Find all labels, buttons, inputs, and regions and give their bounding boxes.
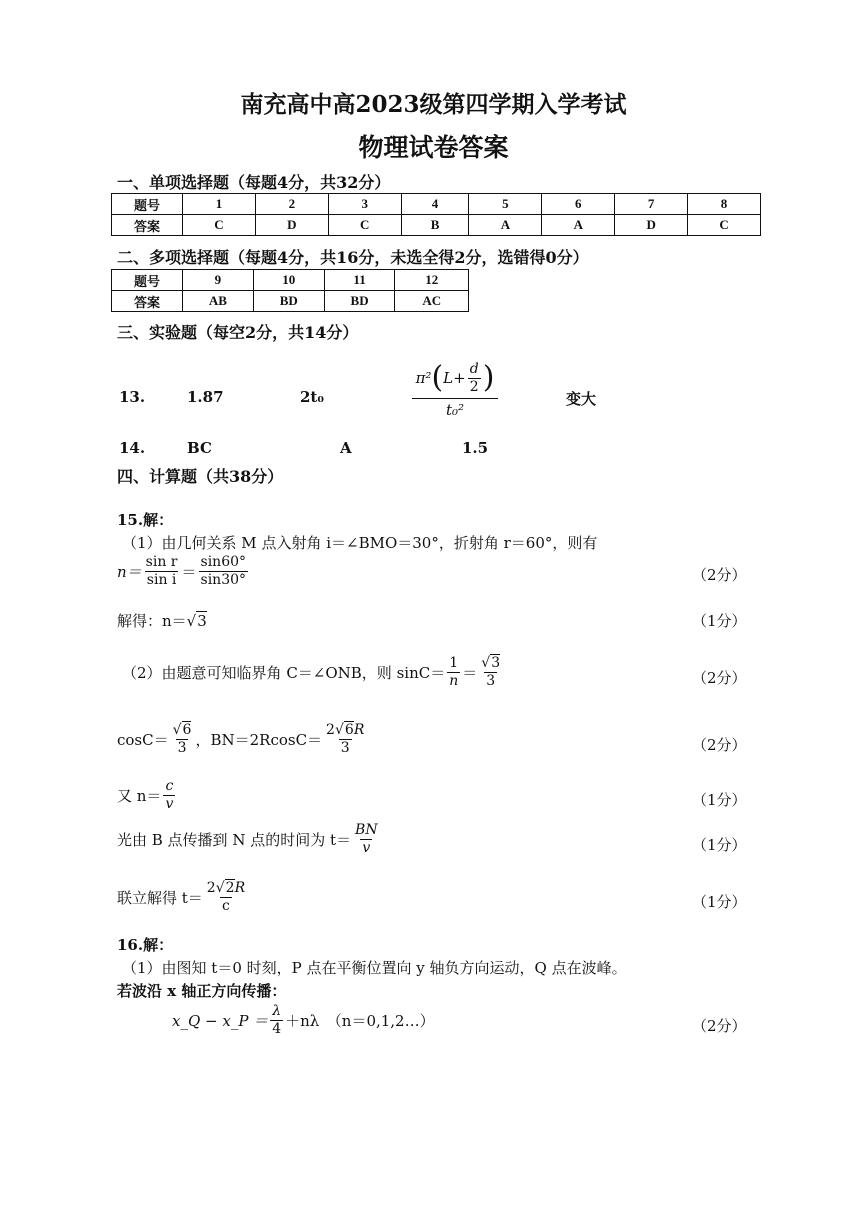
radicand: 3 [491,655,501,671]
sqrt-glyph: √ [334,722,344,738]
numerator: BN [355,822,378,838]
table-cell: 5 [469,194,542,215]
table-cell: 2 [255,194,328,215]
formula-text: π² [415,369,432,387]
formula-text: R [353,722,365,738]
formula-text: （2）由题意可知临界角 C＝∠ONB，则 sinC＝ [122,664,446,682]
formula-text: ＋nλ （n＝0,1,2…） [285,1012,435,1030]
section-3-heading: 三、实验题（每空2分，共14分） [117,323,359,342]
numerator: d [469,360,479,377]
table-cell: A [542,215,615,236]
formula-text: 解得：n＝ [117,612,187,630]
paren-glyph: ) [482,360,495,395]
fraction [144,554,180,589]
numerator [324,722,366,739]
table-cell: C [328,215,401,236]
numerator: sin60° [200,554,247,570]
radicand: 6 [344,722,354,738]
q15-line-2 [117,554,250,589]
table-cell: 8 [688,194,761,215]
denominator: v [165,796,174,812]
formula-text: n＝ [117,563,142,581]
numerator: sin r [145,554,178,570]
table-cell: 1 [183,194,256,215]
formula-text: 2 [326,722,335,738]
denominator: 3 [340,740,350,756]
q15-heading: 15.解： [117,511,174,529]
multi-choice-table [111,269,469,312]
fraction [171,722,194,757]
numerator [171,722,194,739]
q15-line-6 [117,778,177,813]
q16-heading: 16.解： [117,936,174,954]
q15-line-7 [117,822,382,857]
formula-text: cosC＝ [117,731,169,749]
table-row [112,270,469,291]
table-cell: 答案 [112,215,183,236]
score: （2分） [692,566,747,584]
score: （2分） [692,669,747,687]
score: （2分） [692,736,747,754]
section-4-heading: 四、计算题（共38分） [117,467,284,486]
formula-text: 2 [206,880,216,896]
numerator [479,655,502,672]
score: （1分） [692,836,747,854]
table-cell: 10 [253,270,324,291]
q16-line-2: 若波沿 x 轴正方向传播： [117,982,287,1000]
denominator: t₀² [445,401,465,419]
q13-answer-3-formula [412,358,498,419]
fraction [479,655,502,690]
numerator: 1 [449,655,459,671]
q16-line-3 [172,1003,435,1038]
numerator: λ [272,1003,282,1019]
formula-text: R [234,880,246,896]
denominator: 2 [469,378,479,395]
denominator: 4 [272,1021,282,1037]
table-cell: AC [395,291,469,312]
q14-answer-3: 1.5 [462,439,489,457]
table-cell: 4 [401,194,469,215]
formula-text: 光由 B 点传播到 N 点的时间为 t＝ [117,831,352,849]
q15-line-4 [122,655,504,690]
score: （2分） [692,1017,747,1035]
sqrt-glyph: √ [186,612,197,630]
fraction [163,778,175,813]
fraction [324,722,366,757]
numerator [205,880,247,897]
denominator: 3 [486,673,496,689]
table-cell: A [469,215,542,236]
score: （1分） [692,612,747,630]
numerator: c [165,778,174,794]
q13-answer-4: 变大 [566,390,597,408]
fraction [270,1003,283,1038]
table-cell: 12 [395,270,469,291]
denominator: c [222,898,230,914]
q15-line-8 [117,880,249,915]
q14-number: 14. [119,439,146,457]
fraction [447,655,460,690]
formula-text: 联立解得 t＝ [117,889,203,907]
score: （1分） [692,893,747,911]
formula-text: ＝ [181,563,197,581]
table-cell: C [183,215,256,236]
q15-line-5 [117,722,368,757]
fraction [205,880,247,915]
sqrt-glyph: √ [481,655,491,671]
table-row [112,194,761,215]
table-cell: 11 [324,270,395,291]
denominator: sin i [146,572,177,588]
table-cell: D [255,215,328,236]
sqrt-glyph: √ [172,722,182,738]
formula-text: L [443,369,454,387]
table-row [112,291,469,312]
table-cell: 题号 [112,194,183,215]
q13-answer-1: 1.87 [187,388,224,406]
formula-text: ＝ [462,664,478,682]
table-cell: 3 [328,194,401,215]
q16-line-1: （1）由图知 t＝0 时刻，P 点在平衡位置向 y 轴负方向运动，Q 点在波峰。 [122,959,627,977]
denominator: sin30° [200,572,247,588]
single-choice-table [111,193,761,236]
fraction [353,822,380,857]
table-cell: D [615,215,688,236]
q15-line-3 [117,610,207,631]
denominator: n [449,673,459,689]
table-cell: BD [324,291,395,312]
formula-text: + [453,369,466,387]
table-cell: 题号 [112,270,183,291]
q14-answer-1: BC [187,439,212,457]
denominator: 3 [177,740,187,756]
q13-number: 13. [119,388,146,406]
radicand: 2 [225,880,235,896]
table-cell: 9 [183,270,254,291]
denominator: v [362,840,371,856]
section-1-heading: 一、单项选择题（每题4分，共32分） [117,173,391,192]
table-cell: 答案 [112,291,183,312]
table-cell: C [688,215,761,236]
fraction [199,554,249,589]
formula-text: 又 n＝ [117,787,162,805]
section-2-heading: 二、多项选择题（每题4分，共16分，未选全得2分，选错得0分） [117,248,589,267]
q14-answer-2: A [340,439,352,457]
table-cell: B [401,215,469,236]
table-row [112,215,761,236]
table-cell: 7 [615,194,688,215]
table-cell: 6 [542,194,615,215]
exam-title: 南充高中高2023级第四学期入学考试 [240,91,627,118]
formula-text: x_Q − x_P ＝ [172,1012,269,1030]
radicand: 3 [197,612,207,630]
sqrt-glyph: √ [215,880,225,896]
table-cell: AB [183,291,254,312]
fraction [468,361,481,396]
exam-subtitle: 物理试卷答案 [358,133,509,162]
q15-line-1: （1）由几何关系 M 点入射角 i＝∠BMO＝30°，折射角 r＝60°，则有 [122,534,598,552]
formula-text: ，BN＝2RcosC＝ [195,731,323,749]
table-cell: BD [253,291,324,312]
score: （1分） [692,791,747,809]
radicand: 6 [182,722,192,738]
paren-glyph: ( [431,360,444,395]
q13-answer-2: 2t₀ [300,388,324,406]
